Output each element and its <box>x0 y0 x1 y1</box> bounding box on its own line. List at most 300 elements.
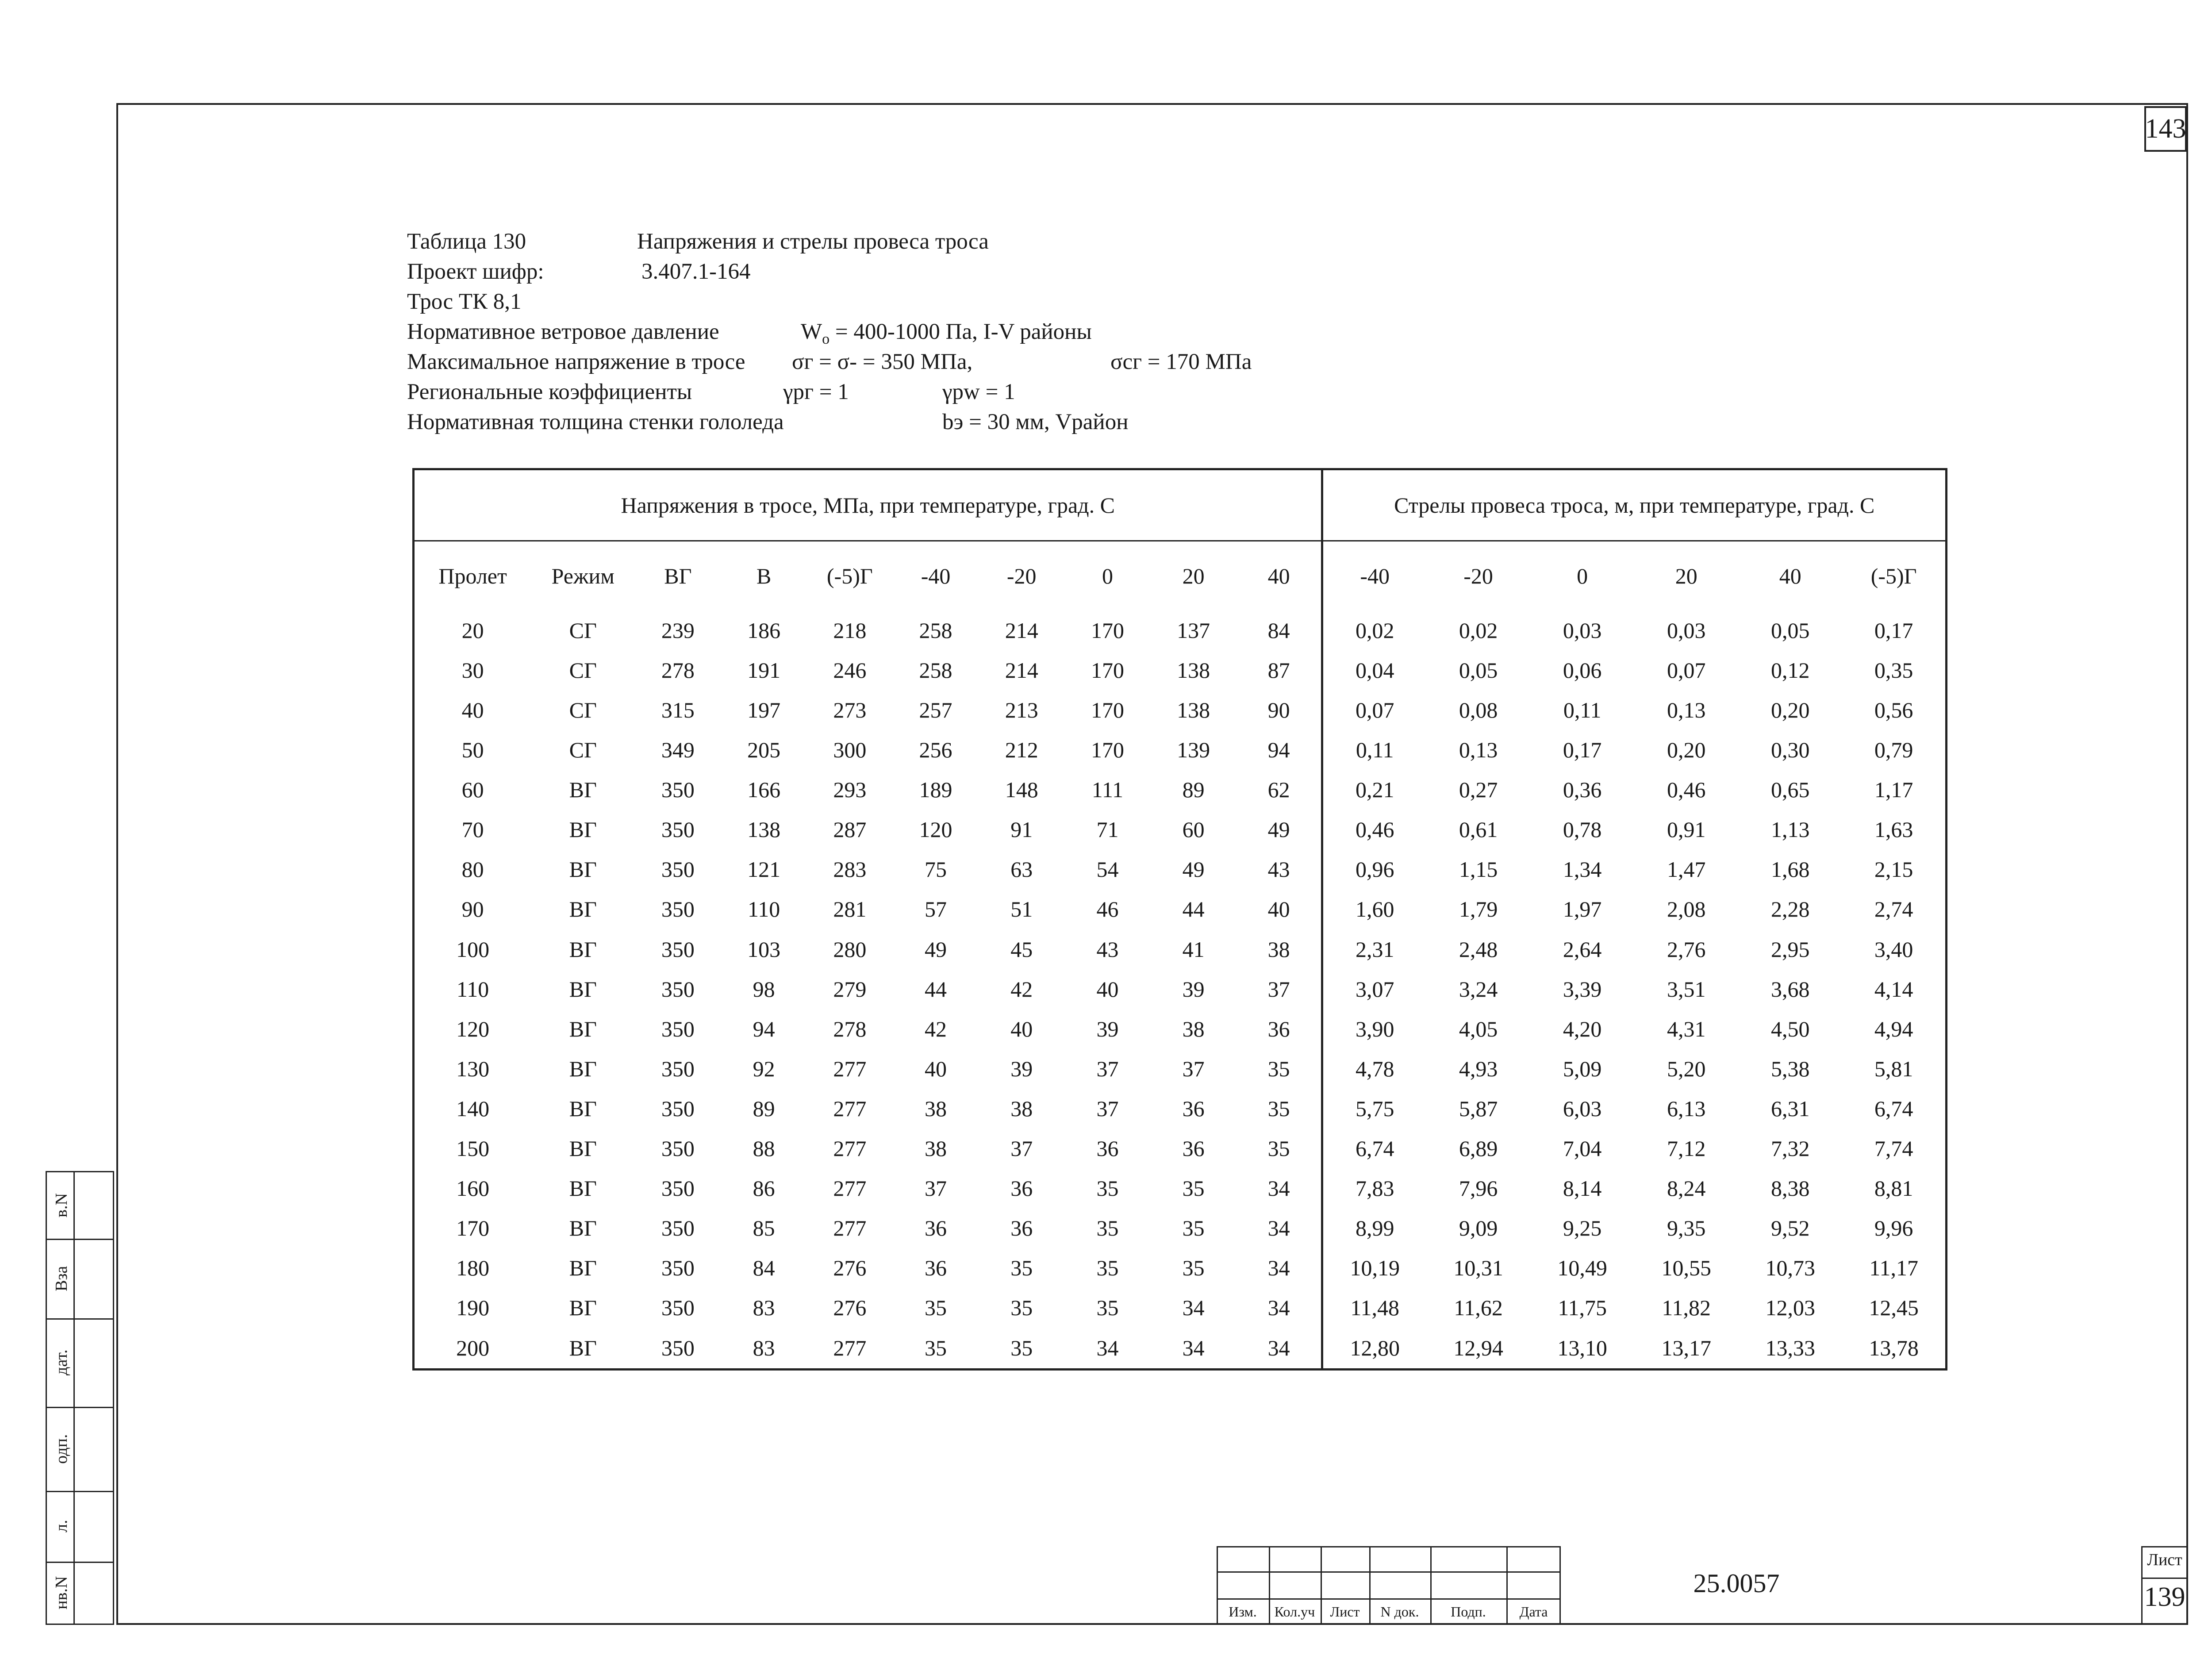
column-header: -20 <box>1006 563 1037 588</box>
table-cell: 34 <box>1267 1216 1290 1241</box>
table-cell: 0,12 <box>1771 657 1810 683</box>
table-cell: 0,21 <box>1322 770 1426 810</box>
table-cell: 0,06 <box>1563 657 1602 683</box>
table-cell: 278 <box>661 657 695 683</box>
stamp-caption-kolvo: Кол.уч <box>1274 1604 1315 1620</box>
table-cell: 10,19 <box>1322 1248 1426 1288</box>
page-number: 143 <box>2144 106 2187 152</box>
table-label: Таблица 130 <box>407 229 526 254</box>
side-label-4: одп. <box>52 1434 71 1464</box>
table-cell: СГ <box>569 657 597 683</box>
project-code: 3.407.1-164 <box>641 259 751 284</box>
table-row <box>414 849 1947 889</box>
table-cell: 83 <box>753 1295 775 1321</box>
table-cell: 277 <box>833 1136 867 1161</box>
table-cell: 35 <box>925 1336 947 1361</box>
table-cell: 2,15 <box>1874 857 1913 882</box>
sheet-box <box>2141 1546 2188 1625</box>
table-cell: 2,74 <box>1874 897 1913 922</box>
table-cell: 2,08 <box>1667 897 1706 922</box>
table-cell: 8,99 <box>1322 1208 1426 1248</box>
table-cell: 12,80 <box>1322 1328 1426 1369</box>
table-cell: ВГ <box>569 1295 597 1321</box>
table-cell: 44 <box>1182 897 1205 922</box>
table-row <box>414 1129 1947 1168</box>
table-cell: 41 <box>1182 937 1205 962</box>
table-cell: 0,08 <box>1459 697 1498 722</box>
table-cell: 190 <box>456 1295 490 1321</box>
group-header-row <box>414 469 1947 541</box>
table-cell: 137 <box>1177 618 1210 643</box>
table-cell: 60 <box>461 777 484 802</box>
table-cell: 34 <box>1267 1255 1290 1281</box>
table-cell: 7,83 <box>1322 1168 1426 1208</box>
stress-value-2: σcг = 170 МПа <box>1110 349 1252 374</box>
table-row <box>414 610 1947 650</box>
table-cell: 1,17 <box>1874 777 1913 802</box>
table-cell: 3,39 <box>1563 976 1602 1002</box>
table-cell: 85 <box>753 1216 775 1241</box>
side-label-3: дат. <box>52 1349 71 1376</box>
table-cell: 1,47 <box>1667 857 1706 882</box>
table-cell: 45 <box>1010 937 1033 962</box>
table-cell: 120 <box>919 817 952 842</box>
table-row <box>414 810 1947 849</box>
table-cell: 90 <box>461 897 484 922</box>
ice-label: Нормативная толщина стенки гололеда <box>407 410 784 434</box>
table-cell: 350 <box>661 937 695 962</box>
table-row <box>414 1089 1947 1129</box>
table-cell: 293 <box>833 777 867 802</box>
table-cell: 111 <box>1091 777 1124 802</box>
table-cell: 6,13 <box>1667 1096 1706 1121</box>
table-cell: 205 <box>747 737 781 763</box>
table-cell: 49 <box>1182 857 1205 882</box>
table-cell: 218 <box>833 618 867 643</box>
table-cell: 0,79 <box>1874 737 1913 763</box>
stress-label: Максимальное напряжение в тросе <box>407 349 745 374</box>
table-cell: 3,90 <box>1322 1009 1426 1049</box>
table-cell: СГ <box>569 618 597 643</box>
table-cell: 94 <box>1267 737 1290 763</box>
table-cell: 186 <box>747 618 781 643</box>
table-cell: 0,61 <box>1459 817 1498 842</box>
table-cell: 349 <box>661 737 695 763</box>
column-header: Режим <box>551 563 614 588</box>
side-label-5: л. <box>52 1520 71 1533</box>
table-cell: 6,74 <box>1322 1129 1426 1168</box>
table-title: Напряжения и стрелы провеса троса <box>637 229 989 254</box>
table-cell: 86 <box>753 1176 775 1201</box>
table-cell: 1,79 <box>1459 897 1498 922</box>
table-cell: 246 <box>833 657 867 683</box>
table-cell: 49 <box>925 937 947 962</box>
table-cell: 6,89 <box>1459 1136 1498 1161</box>
table-cell: 34 <box>1267 1176 1290 1201</box>
table-cell: 287 <box>833 817 867 842</box>
table-cell: 0,02 <box>1459 618 1498 643</box>
table-cell: 350 <box>661 1056 695 1081</box>
table-cell: 0,78 <box>1563 817 1602 842</box>
table-cell: 35 <box>1267 1136 1290 1161</box>
table-cell: 283 <box>833 857 867 882</box>
stamp-caption-izm: Изм. <box>1229 1604 1257 1620</box>
table-cell: 10,55 <box>1661 1255 1711 1281</box>
table-cell: 34 <box>1267 1295 1290 1321</box>
side-label-2: Вза <box>52 1266 71 1291</box>
table-cell: 8,14 <box>1563 1176 1602 1201</box>
table-cell: 350 <box>661 857 695 882</box>
table-cell: 350 <box>661 1216 695 1241</box>
table-cell: 70 <box>461 817 484 842</box>
table-cell: 212 <box>1005 737 1038 763</box>
table-cell: 35 <box>1010 1336 1033 1361</box>
table-cell: 0,36 <box>1563 777 1602 802</box>
table-cell: 40 <box>1267 897 1290 922</box>
coef-1: γpг = 1 <box>783 380 849 404</box>
table-cell: 350 <box>661 897 695 922</box>
table-cell: 10,73 <box>1765 1255 1816 1281</box>
table-row <box>414 1328 1947 1369</box>
table-cell: 35 <box>1096 1255 1119 1281</box>
cable-type: Трос ТК 8,1 <box>407 289 522 314</box>
table-cell: 138 <box>1177 697 1210 722</box>
table-cell: 214 <box>1005 618 1038 643</box>
table-cell: 0,91 <box>1667 817 1706 842</box>
table-cell: 4,93 <box>1459 1056 1498 1081</box>
table-cell: 277 <box>833 1216 867 1241</box>
table-cell: 36 <box>1096 1136 1119 1161</box>
table-cell: 43 <box>1096 937 1119 962</box>
table-cell: 5,81 <box>1874 1056 1913 1081</box>
table-cell: 4,14 <box>1874 976 1913 1002</box>
table-cell: ВГ <box>569 1016 597 1041</box>
side-stamp <box>46 1171 114 1625</box>
table-cell: 281 <box>833 897 867 922</box>
table-cell: 89 <box>753 1096 775 1121</box>
table-cell: 11,62 <box>1454 1295 1503 1321</box>
table-cell: 0,96 <box>1322 849 1426 889</box>
table-cell: 38 <box>1182 1016 1205 1041</box>
table-cell: 350 <box>661 1255 695 1281</box>
table-row <box>414 969 1947 1009</box>
table-cell: 38 <box>1267 937 1290 962</box>
column-header: 0 <box>1102 563 1113 588</box>
table-cell: 277 <box>833 1096 867 1121</box>
table-cell: 350 <box>661 976 695 1002</box>
table-cell: 38 <box>925 1136 947 1161</box>
table-cell: 37 <box>1010 1136 1033 1161</box>
table-cell: 0,20 <box>1667 737 1706 763</box>
table-cell: 40 <box>461 697 484 722</box>
table-cell: 34 <box>1267 1336 1290 1361</box>
table-cell: 170 <box>456 1216 490 1241</box>
table-cell: ВГ <box>569 777 597 802</box>
table-cell: 13,10 <box>1557 1336 1607 1361</box>
table-row <box>414 1009 1947 1049</box>
table-cell: 84 <box>1267 618 1290 643</box>
table-cell: 34 <box>1182 1336 1205 1361</box>
table-cell: 5,75 <box>1322 1089 1426 1129</box>
table-cell: 279 <box>833 976 867 1002</box>
table-cell: 5,87 <box>1459 1096 1498 1121</box>
table-cell: 278 <box>833 1016 867 1041</box>
table-cell: 8,81 <box>1874 1176 1913 1201</box>
table-cell: 0,03 <box>1563 618 1602 643</box>
table-cell: 257 <box>919 697 952 722</box>
column-header: ВГ <box>664 563 692 588</box>
document-code: 25.0057 <box>1693 1569 1780 1598</box>
table-cell: 0,05 <box>1459 657 1498 683</box>
table-cell: ВГ <box>569 976 597 1002</box>
table-cell: 3,68 <box>1771 976 1810 1002</box>
table-cell: 9,09 <box>1459 1216 1498 1241</box>
data-table <box>412 468 1947 1371</box>
stamp-caption-data: Дата <box>1519 1604 1548 1620</box>
table-cell: 2,64 <box>1563 937 1602 962</box>
table-cell: 7,12 <box>1667 1136 1706 1161</box>
table-cell: 110 <box>457 976 489 1002</box>
table-cell: 4,05 <box>1459 1016 1498 1041</box>
table-cell: 11,48 <box>1322 1288 1426 1328</box>
table-cell: 166 <box>747 777 781 802</box>
table-cell: 0,13 <box>1459 737 1498 763</box>
table-cell: 315 <box>661 697 695 722</box>
table-cell: ВГ <box>569 817 597 842</box>
table-cell: 139 <box>1177 737 1210 763</box>
table-cell: 0,07 <box>1322 690 1426 730</box>
table-cell: 9,35 <box>1667 1216 1706 1241</box>
table-cell: 239 <box>661 618 695 643</box>
table-cell: 7,74 <box>1874 1136 1913 1161</box>
table-cell: ВГ <box>569 1136 597 1161</box>
table-cell: 57 <box>925 897 947 922</box>
table-cell: 35 <box>1182 1176 1205 1201</box>
table-cell: ВГ <box>569 1176 597 1201</box>
table-cell: 12,94 <box>1453 1336 1503 1361</box>
table-cell: 38 <box>925 1096 947 1121</box>
table-cell: 10,49 <box>1557 1255 1607 1281</box>
table-row <box>414 1168 1947 1208</box>
table-cell: 13,33 <box>1765 1336 1816 1361</box>
table-cell: 213 <box>1005 697 1038 722</box>
table-cell: 110 <box>748 897 780 922</box>
table-cell: 170 <box>1091 737 1124 763</box>
table-cell: ВГ <box>569 1096 597 1121</box>
table-cell: 84 <box>753 1255 775 1281</box>
table-cell: 1,13 <box>1771 817 1810 842</box>
column-header: (-5)Г <box>1870 563 1917 588</box>
table-cell: 37 <box>925 1176 947 1201</box>
table-row <box>414 1049 1947 1089</box>
table-cell: 98 <box>753 976 775 1002</box>
table-cell: 6,31 <box>1771 1096 1810 1121</box>
sheet-label: Лист <box>2147 1551 2182 1569</box>
table-cell: ВГ <box>569 1336 597 1361</box>
table-cell: 4,50 <box>1771 1016 1810 1041</box>
table-cell: 350 <box>661 777 695 802</box>
table-cell: 140 <box>456 1096 490 1121</box>
table-cell: 36 <box>1010 1216 1033 1241</box>
side-label-1: в.N <box>52 1193 71 1218</box>
table-cell: 89 <box>1182 777 1205 802</box>
table-cell: 0,46 <box>1322 810 1426 849</box>
table-cell: 51 <box>1010 897 1033 922</box>
table-cell: 350 <box>661 1016 695 1041</box>
table-cell: 191 <box>747 657 781 683</box>
table-cell: 4,20 <box>1563 1016 1602 1041</box>
table-cell: 0,65 <box>1771 777 1810 802</box>
table-cell: 50 <box>461 737 484 763</box>
table-cell: 258 <box>919 657 952 683</box>
table-cell: 1,34 <box>1563 857 1602 882</box>
table-cell: 0,30 <box>1771 737 1810 763</box>
table-cell: 35 <box>1182 1255 1205 1281</box>
table-cell: 35 <box>1096 1295 1119 1321</box>
table-cell: 1,60 <box>1322 889 1426 929</box>
table-cell: ВГ <box>569 897 597 922</box>
table-cell: 11,75 <box>1558 1295 1607 1321</box>
table-cell: 3,07 <box>1322 969 1426 1009</box>
table-row <box>414 650 1947 690</box>
table-cell: 1,15 <box>1459 857 1498 882</box>
table-cell: 10,31 <box>1453 1255 1503 1281</box>
table-cell: 63 <box>1010 857 1033 882</box>
table-cell: 7,96 <box>1459 1176 1498 1201</box>
table-cell: 39 <box>1182 976 1205 1002</box>
table-cell: 3,51 <box>1667 976 1706 1002</box>
table-cell: 40 <box>1096 976 1119 1002</box>
table-cell: 37 <box>1096 1096 1119 1121</box>
table-cell: 11,82 <box>1662 1295 1711 1321</box>
table-cell: 0,17 <box>1874 618 1913 643</box>
table-cell: 46 <box>1096 897 1119 922</box>
stress-value: σг = σ- = 350 МПа, <box>792 349 973 374</box>
table-cell: 4,94 <box>1874 1016 1913 1041</box>
table-cell: 3,40 <box>1874 937 1913 962</box>
table-cell: СГ <box>569 737 597 763</box>
table-cell: 1,97 <box>1563 897 1602 922</box>
table-row <box>414 1288 1947 1328</box>
table-cell: 92 <box>753 1056 775 1081</box>
table-cell: 0,11 <box>1322 730 1426 770</box>
column-header: Пролет <box>438 563 507 588</box>
table-cell: 11,17 <box>1869 1255 1918 1281</box>
table-cell: 39 <box>1010 1056 1033 1081</box>
table-cell: 138 <box>747 817 781 842</box>
ice-value: bэ = 30 мм, Vрайон <box>942 410 1129 434</box>
table-cell: 0,05 <box>1771 618 1810 643</box>
table-cell: 34 <box>1096 1336 1119 1361</box>
table-cell: 277 <box>833 1056 867 1081</box>
table-cell: 38 <box>1010 1096 1033 1121</box>
table-cell: 160 <box>456 1176 490 1201</box>
column-header: -40 <box>921 563 951 588</box>
coef-label: Региональные коэффициенты <box>407 380 692 404</box>
table-cell: 197 <box>747 697 781 722</box>
table-cell: 20 <box>461 618 484 643</box>
table-cell: 88 <box>753 1136 775 1161</box>
table-row <box>414 770 1947 810</box>
table-cell: 43 <box>1267 857 1290 882</box>
table-cell: 273 <box>833 697 867 722</box>
table-cell: 40 <box>925 1056 947 1081</box>
wind-value: $W_o = 400-1000$ Па, I-V районы <box>801 319 1092 348</box>
table-cell: 180 <box>456 1255 490 1281</box>
side-label-6: нв.N <box>52 1576 71 1609</box>
column-header: 40 <box>1267 563 1290 588</box>
table-cell: 2,48 <box>1459 937 1498 962</box>
table-cell: 350 <box>661 1336 695 1361</box>
table-cell: 7,04 <box>1563 1136 1602 1161</box>
table-cell: 71 <box>1096 817 1119 842</box>
table-cell: 0,03 <box>1667 618 1706 643</box>
table-cell: 121 <box>747 857 781 882</box>
table-cell: 8,38 <box>1771 1176 1810 1201</box>
table-cell: 9,96 <box>1874 1216 1913 1241</box>
table-cell: 0,17 <box>1563 737 1602 763</box>
table-cell: 276 <box>833 1255 867 1281</box>
table-cell: 5,09 <box>1563 1056 1602 1081</box>
table-cell: 80 <box>461 857 484 882</box>
table-cell: 7,32 <box>1771 1136 1810 1161</box>
table-cell: 2,31 <box>1322 929 1426 969</box>
table-cell: 91 <box>1010 817 1033 842</box>
table-cell: 214 <box>1005 657 1038 683</box>
table-cell: 60 <box>1182 817 1205 842</box>
table-row <box>414 1248 1947 1288</box>
table-cell: 0,02 <box>1322 610 1426 650</box>
table-cell: 49 <box>1267 817 1290 842</box>
table-cell: 40 <box>1010 1016 1033 1041</box>
stamp-caption-list: Лист <box>1330 1604 1360 1620</box>
table-cell: 35 <box>1096 1176 1119 1201</box>
table-cell: 0,13 <box>1667 697 1706 722</box>
column-header: (-5)Г <box>826 563 873 588</box>
table-cell: 0,11 <box>1563 697 1601 722</box>
table-cell: 36 <box>925 1255 947 1281</box>
table-cell: 35 <box>1010 1255 1033 1281</box>
table-cell: 35 <box>1267 1096 1290 1121</box>
table-cell: 37 <box>1267 976 1290 1002</box>
table-cell: 0,04 <box>1322 650 1426 690</box>
column-header: -20 <box>1463 563 1493 588</box>
table-cell: 0,46 <box>1667 777 1706 802</box>
table-cell: 34 <box>1182 1295 1205 1321</box>
table-cell: 277 <box>833 1176 867 1201</box>
table-cell: 1,68 <box>1771 857 1810 882</box>
table-row <box>414 730 1947 770</box>
table-cell: 120 <box>456 1016 490 1041</box>
table-cell: 54 <box>1096 857 1119 882</box>
table-cell: 75 <box>925 857 947 882</box>
table-cell: 9,52 <box>1771 1216 1810 1241</box>
table-cell: 35 <box>1182 1216 1205 1241</box>
stamp-caption-podp: Подп. <box>1451 1604 1486 1620</box>
table-row <box>414 1208 1947 1248</box>
table-cell: 8,24 <box>1667 1176 1706 1201</box>
coef-2: γpw = 1 <box>942 380 1015 404</box>
table-cell: 35 <box>925 1295 947 1321</box>
table-cell: 90 <box>1267 697 1290 722</box>
table-cell: 256 <box>919 737 952 763</box>
table-cell: 12,45 <box>1869 1295 1919 1321</box>
table-row <box>414 690 1947 730</box>
table-cell: 0,20 <box>1771 697 1810 722</box>
table-cell: ВГ <box>569 1216 597 1241</box>
table-cell: 37 <box>1096 1056 1119 1081</box>
table-cell: 103 <box>747 937 781 962</box>
